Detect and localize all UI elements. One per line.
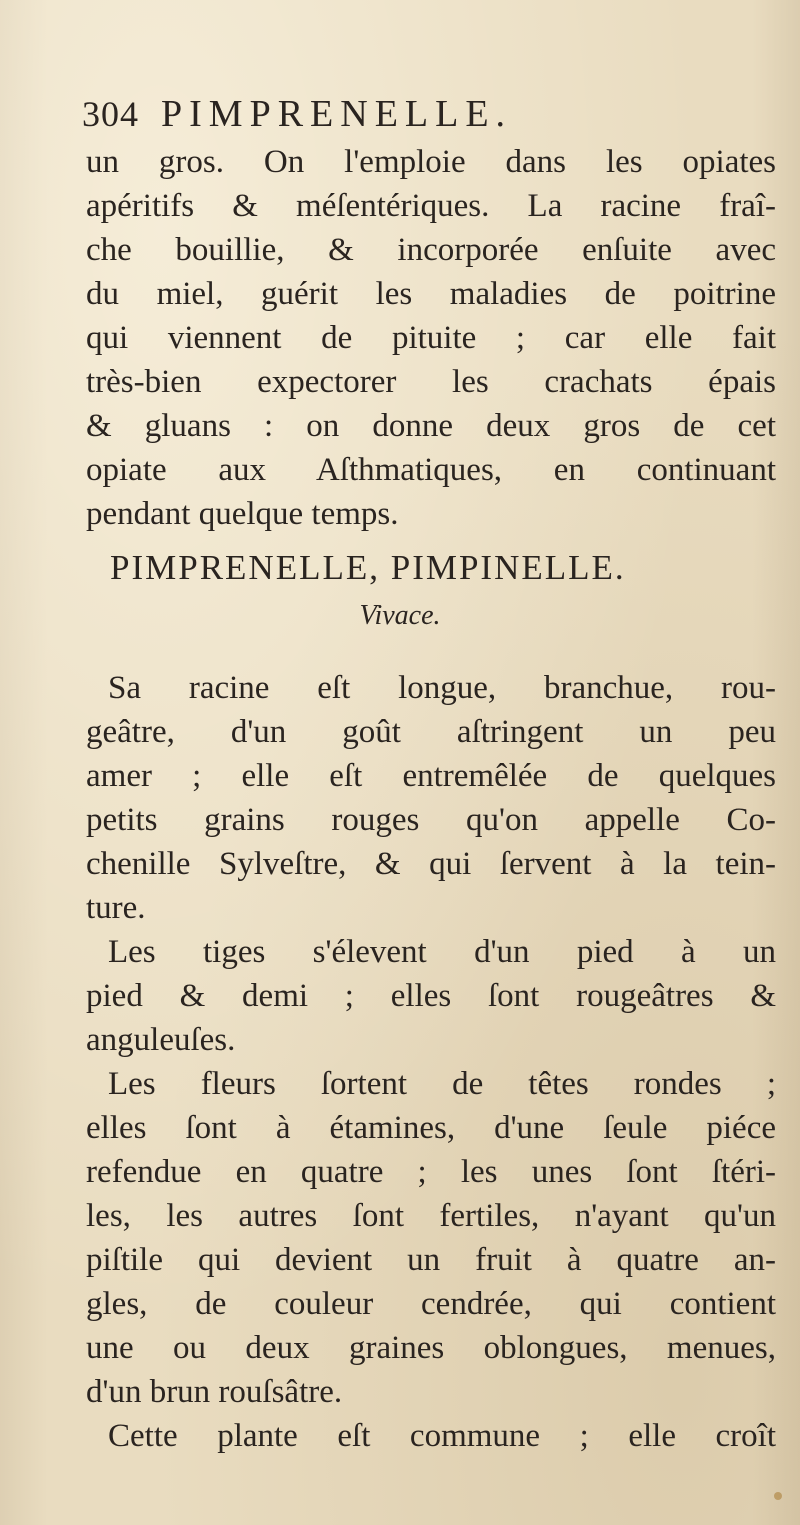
text-line: les, les autres ſont fertiles, n'ayant qu'un [86, 1198, 776, 1234]
text-line: gles, de couleur cendrée, qui contient [86, 1286, 776, 1322]
text-line: amer ; elle eſt entremêlée de quelques [86, 758, 776, 794]
text-line: ture. [86, 890, 146, 926]
text-line: apéritifs & méſentériques. La racine fraî- [86, 188, 776, 224]
text-line: pied & demi ; elles ſont rougeâtres & [86, 978, 776, 1014]
text-line: du miel, guérit les maladies de poitrine [86, 276, 776, 312]
text-line: che bouillie, & incorporée enſuite avec [86, 232, 776, 268]
entry-subheading: Vivace. [359, 600, 441, 631]
running-head [82, 92, 722, 142]
entry-body [86, 666, 776, 1458]
text-line: geâtre, d'un goût aſtringent un peu [86, 714, 776, 750]
text-line: anguleuſes. [86, 1022, 236, 1058]
text-line: une ou deux graines oblongues, menues, [86, 1330, 776, 1366]
running-title: PIMPRENELLE. [161, 93, 513, 135]
text-line: un gros. On l'emploie dans les opiates [86, 144, 776, 180]
text-line: très-bien expectorer les crachats épais [86, 364, 776, 400]
paper-speck [774, 1492, 782, 1500]
text-line: Les tiges s'élevent d'un pied à un [108, 934, 776, 970]
entry-heading: PIMPRENELLE, PIMPINELLE. [110, 548, 626, 587]
text-line: & gluans : on donne deux gros de cet [86, 408, 776, 444]
paragraph-continuation [86, 140, 776, 536]
text-line: opiate aux Aſthmatiques, en continuant [86, 452, 776, 488]
text-line: chenille Sylveſtre, & qui ſervent à la tein- [86, 846, 776, 882]
text-line: piſtile qui devient un fruit à quatre an- [86, 1242, 776, 1278]
text-line: pendant quelque temps. [86, 496, 399, 532]
text-line: refendue en quatre ; les unes ſont ſtéri- [86, 1154, 776, 1190]
text-line: Cette plante eſt commune ; elle croît [108, 1418, 776, 1454]
text-line: elles ſont à étamines, d'une ſeule piéce [86, 1110, 776, 1146]
text-line: Les fleurs ſortent de têtes rondes ; [108, 1066, 776, 1102]
text-line: petits grains rouges qu'on appelle Co- [86, 802, 776, 838]
page-number: 304 [82, 94, 139, 134]
text-line: qui viennent de pituite ; car elle fait [86, 320, 776, 356]
text-line: d'un brun rouſsâtre. [86, 1374, 343, 1410]
text-line: Sa racine eſt longue, branchue, rou- [108, 670, 776, 706]
